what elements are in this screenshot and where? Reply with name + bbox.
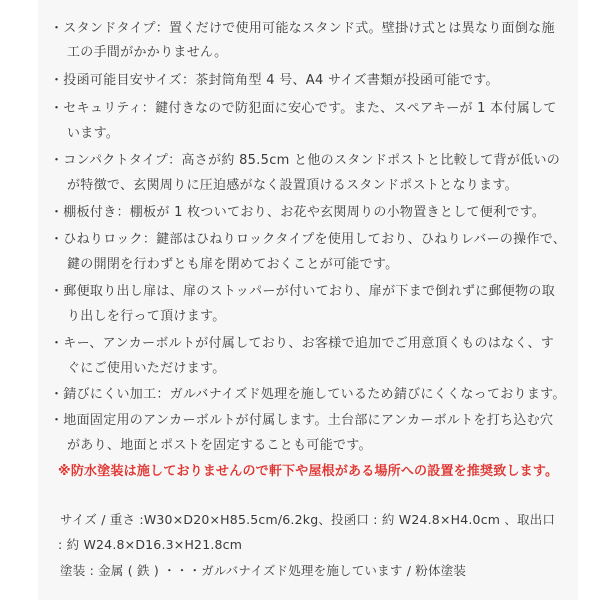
feature-line: があり、地面とポストを固定することも可能です。 — [67, 438, 372, 453]
product-description-panel — [38, 0, 578, 600]
feature-line: ・コンパクトタイプ：高さが約 85.5cm と他のスタンドポストと比較して背が低いの — [50, 153, 561, 168]
feature-line: が特徴で、玄関周りに圧迫感がなく設置頂けるスタンドポストとなります。 — [67, 178, 518, 193]
feature-line: ・ひねりロック：鍵部はひねりロックタイプを使用しており、ひねりレバーの操作で、 — [50, 232, 567, 247]
feature-line: ・キー、アンカーボルトが付属しており、お客様で追加でご用意頂くものはなく、す — [50, 336, 555, 351]
feature-line: ・セキュリティ：鍵付きなので防犯面に安心です。また、スペアキーが 1 本付属して — [50, 101, 557, 116]
feature-line: います。 — [67, 126, 120, 141]
feature-line: ぐにご使用いただけます。 — [67, 361, 226, 376]
feature-line: ・スタンドタイプ：置くだけで使用可能なスタンド式。壁掛け式とは異なり面倒な施 — [50, 21, 555, 36]
feature-line: り出しを行って頂けます。 — [67, 309, 226, 324]
feature-line: 工の手間がかかりません。 — [67, 45, 228, 60]
feature-line: ・地面固定用のアンカーボルトが付属します。土台部にアンカーボルトを打ち込む穴 — [50, 413, 554, 428]
waterproof-notice: ※防水塗装は施しておりませんので軒下や屋根がある場所への設置を推奨致します。 — [58, 464, 559, 479]
spec-coating: 塗装 : 金属 ( 鉄 ) ・・・ガルバナイズド処理を施しています / 粉体塗装 — [60, 563, 467, 578]
spec-size-weight: サイズ / 重さ :W30×D20×H85.5cm/6.2kg、投函口 : 約 W24.8×H4.0cm 、取出口 — [60, 512, 556, 527]
feature-line: 鍵の開閉を行わずとも扉を閉めておくことが可能です。 — [67, 257, 399, 272]
feature-line: ・投函可能目安サイズ：茶封筒角型 4 号、A4 サイズ書類が投函可能です。 — [50, 73, 499, 88]
spec-retrieval-size: : 約 W24.8×D16.3×H21.8cm — [58, 537, 243, 552]
feature-line: ・郵便取り出し扉は、扉のストッパーが付いており、扉が下まで倒れずに郵便物の取 — [50, 284, 556, 299]
feature-line: ・錆びにくい加工：ガルバナイズド処理を施しているため錆びにくくなっております。 — [50, 387, 566, 402]
feature-line: ・棚板付き：棚板が 1 枚ついており、お花や玄関周りの小物置きとして便利です。 — [50, 205, 546, 220]
